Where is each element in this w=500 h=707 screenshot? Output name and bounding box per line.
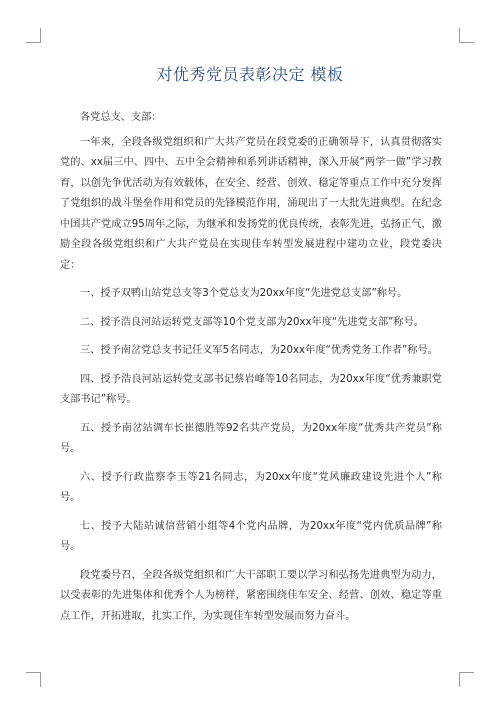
closing-paragraph: 段党委号召，全段各级党组织和广大干部职工要以学习和弘扬先进典型为动力，以受表彰的先进集体和优秀个人为榜样，紧密围绕佳车安全、经营、创效、稳定等重点工作，开拓进取，扎实工作，为实现佳车转型发展而努力奋斗。 (60, 569, 442, 622)
document-body (60, 108, 442, 635)
award-item: 五、授予南岔站调车长崔德胜等92名共产党员，为20xx年度“优秀共产党员”称号。 (60, 422, 442, 454)
award-item: 七、授予大陆站诚信营销小组等4个党内品牌，为20xx年度“党内优质品牌”称号。 (60, 520, 442, 552)
award-item: 六、授予行政监察李玉等21名同志，为20xx年度“党风廉政建设先进个人”称号。 (60, 471, 442, 503)
award-item: 一、授予双鸭山站党总支等3个党总支为20xx年度“先进党总支部”称号。 (80, 288, 408, 299)
intro-paragraph: 一年来，全段各级党组织和广大共产党员在段党委的正确领导下，认真贯彻落实党的、xx届三中、四中、五中全会精神和系列讲话精神，深入开展“两学一做”学习教育，以创先争优活动为有效载体，在安全、经营、创效、稳定等重点工作中充分发挥了党组织的战斗堡垒作用和党员的先锋模范作用，涌现出了一大批先进典型。在纪念中国共产党成立95周年之际，为继承和发扬党的优良传统，表彰先进，弘扬正气，激励全段各级党组织和广大共产党员在实现佳车转型发展进程中建功立业，段党委决定： (60, 136, 442, 271)
crop-mark-bottom-right (459, 672, 474, 687)
award-item: 二、授予浩良河站运转党支部等10个党支部为20xx年度“先进党支部”称号。 (80, 316, 424, 328)
crop-mark-top-left (26, 28, 41, 43)
salutation: 各党总支、支部： (80, 112, 162, 123)
document-title: 对优秀党员表彰决定 模板 (156, 65, 344, 84)
crop-mark-bottom-left (26, 672, 41, 687)
crop-mark-top-right (459, 28, 474, 43)
award-item: 四、授予浩良河站运转党支部书记蔡岩峰等10名同志，为20xx年度“优秀兼职党支部书记”称号。 (60, 373, 442, 405)
award-item: 三、授予南岔党总支书记任义军5名同志，为20xx年度“优秀党务工作者”称号。 (80, 345, 438, 356)
